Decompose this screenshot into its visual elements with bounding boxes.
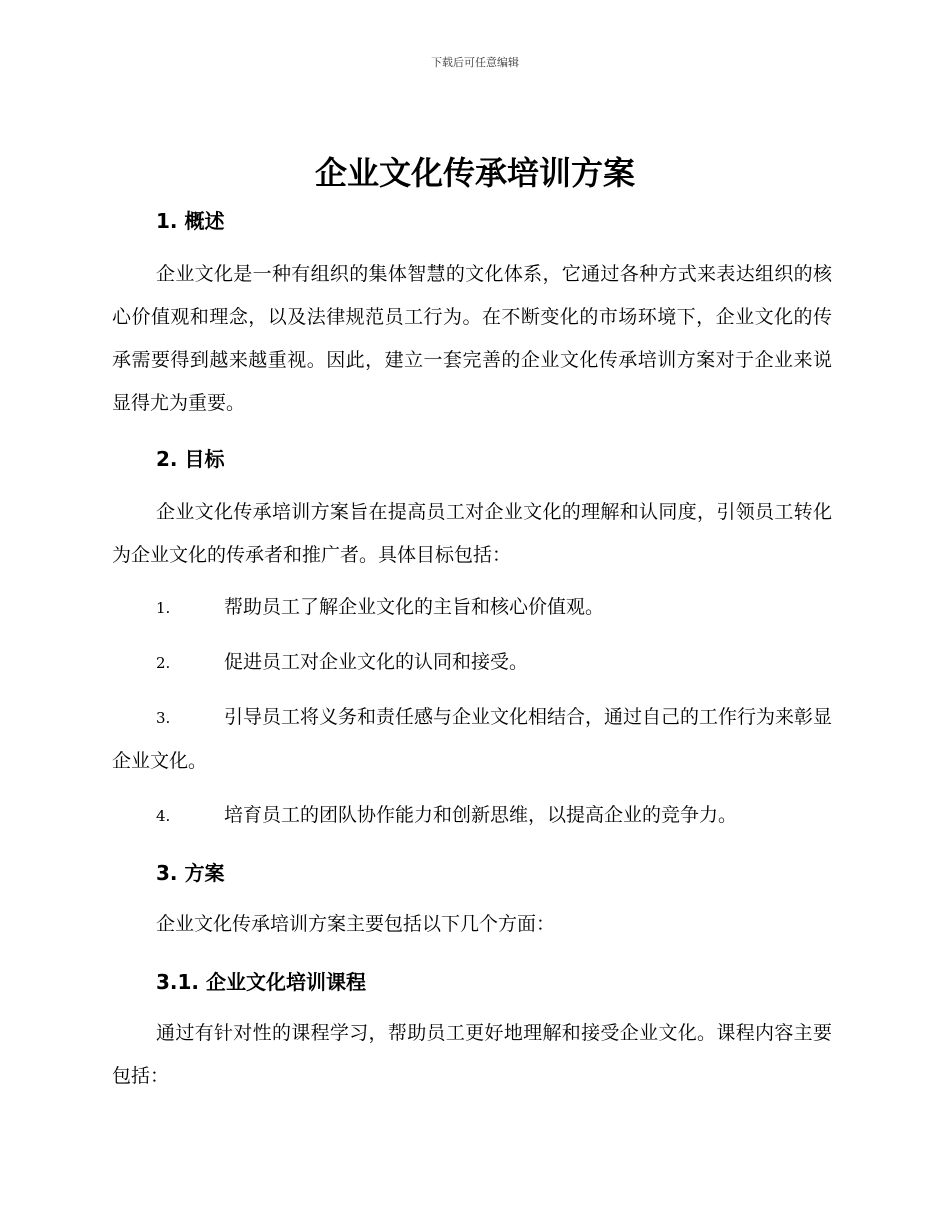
- list-item-number: 4.: [156, 807, 171, 825]
- list-item-number: 2.: [156, 654, 171, 672]
- section-heading-overview: 1. 概述: [156, 209, 225, 233]
- list-item: [112, 696, 832, 783]
- paragraph-overview: 企业文化是一种有组织的集体智慧的文化体系，它通过各种方式来表达组织的核心价值观和理念，以及法律规范员工行为。在不断变化的市场环境下，企业文化的传承需要得到越来越重视。因此，建立一套完善的企业文化传承培训方案对于企业来说显得尤为重要。: [112, 263, 832, 414]
- paragraph-goals: 企业文化传承培训方案旨在提高员工对企业文化的理解和认同度，引领员工转化为企业文化的传承者和推广者。具体目标包括：: [112, 501, 832, 566]
- list-item-text: 帮助员工了解企业文化的主旨和核心价值观。: [224, 596, 605, 618]
- list-item-text: 培育员工的团队协作能力和创新思维，以提高企业的竞争力。: [224, 804, 738, 826]
- paragraph-course: 通过有针对性的课程学习，帮助员工更好地理解和接受企业文化。课程内容主要包括：: [112, 1022, 832, 1087]
- list-item: [112, 641, 832, 685]
- header-note: 下载后可任意编辑: [431, 56, 519, 69]
- document-title: 企业文化传承培训方案: [314, 154, 635, 192]
- section-heading-goals: 2. 目标: [156, 447, 225, 471]
- list-item: [112, 586, 832, 630]
- list-item-number: 1.: [156, 599, 171, 617]
- list-item-text: 引导员工将义务和责任感与企业文化相结合，通过自己的工作行为来彰显企业文化。: [112, 706, 833, 772]
- section-heading-course: 3.1. 企业文化培训课程: [156, 970, 366, 994]
- paragraph-plan: 企业文化传承培训方案主要包括以下几个方面：: [156, 913, 556, 935]
- section-heading-plan: 3. 方案: [156, 861, 225, 885]
- list-item-text: 促进员工对企业文化的认同和接受。: [224, 651, 529, 673]
- list-item-number: 3.: [156, 709, 171, 727]
- list-item: [112, 794, 832, 838]
